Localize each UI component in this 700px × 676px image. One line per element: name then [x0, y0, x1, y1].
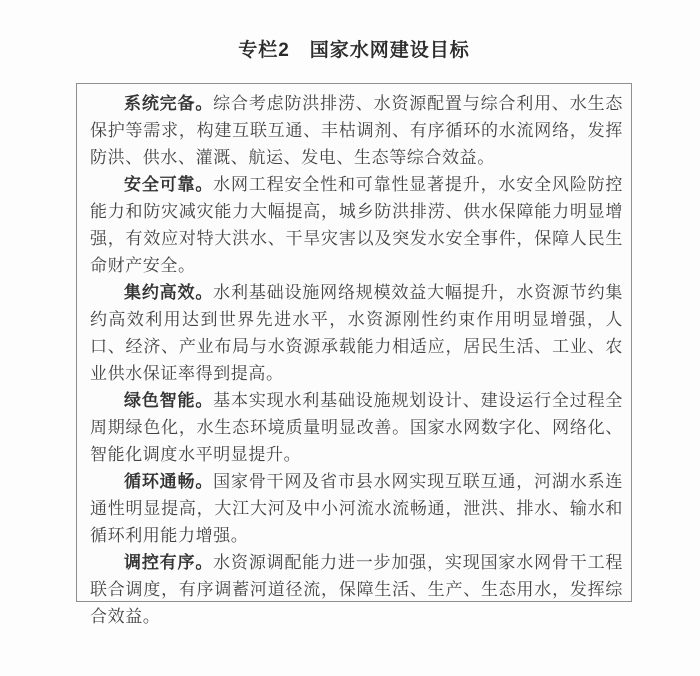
goal-body: 水资源调配能力进一步加强，实现国家水网骨干工程联合调度，有序调蓄河道径流，保障生活、生产、生态用水，发挥综合效益。: [90, 553, 623, 626]
goal-paragraph: [90, 171, 623, 279]
goal-term: 安全可靠。: [124, 175, 214, 194]
goals-panel: [76, 83, 632, 626]
goal-paragraph: [90, 279, 623, 387]
goal-body: 水利基础设施网络规模效益大幅提升，水资源节约集约高效利用达到世界先进水平，水资源刚性约束作用明显增强，人口、经济、产业布局与水资源承载能力相适应，居民生活、工业、农业供水保证率得到提高。: [90, 283, 623, 383]
goal-paragraph: [90, 90, 623, 171]
goal-paragraph: [90, 549, 623, 630]
goal-body: 综合考虑防洪排涝、水资源配置与综合利用、水生态保护等需求，构建互联互通、丰枯调剂、有序循环的水流网络，发挥防洪、供水、灌溉、航运、发电、生态等综合效益。: [90, 94, 623, 167]
goal-term: 绿色智能。: [124, 391, 214, 410]
page-title: 专栏2 国家水网建设目标: [238, 40, 470, 61]
goal-body: 水网工程安全性和可靠性显著提升，水安全风险防控能力和防灾减灾能力大幅提高，城乡防洪排涝、供水保障能力明显增强，有效应对特大洪水、干旱灾害以及突发水安全事件，保障人民生命财产安全。: [90, 175, 623, 275]
panel-paragraphs: [90, 90, 623, 630]
goal-paragraph: [90, 468, 623, 549]
goal-body: 基本实现水利基础设施规划设计、建设运行全过程全周期绿色化，水生态环境质量明显改善。国家水网数字化、网络化、智能化调度水平明显提升。: [90, 391, 623, 464]
goal-body: 国家骨干网及省市县水网实现互联互通，河湖水系连通性明显提高，大江大河及中小河流水流畅通，泄洪、排水、输水和循环利用能力增强。: [90, 472, 623, 545]
goal-term: 调控有序。: [124, 553, 214, 572]
goal-term: 循环通畅。: [124, 472, 214, 491]
goal-term: 系统完备。: [124, 94, 214, 113]
goal-paragraph: [90, 387, 623, 468]
goal-term: 集约高效。: [124, 283, 214, 302]
